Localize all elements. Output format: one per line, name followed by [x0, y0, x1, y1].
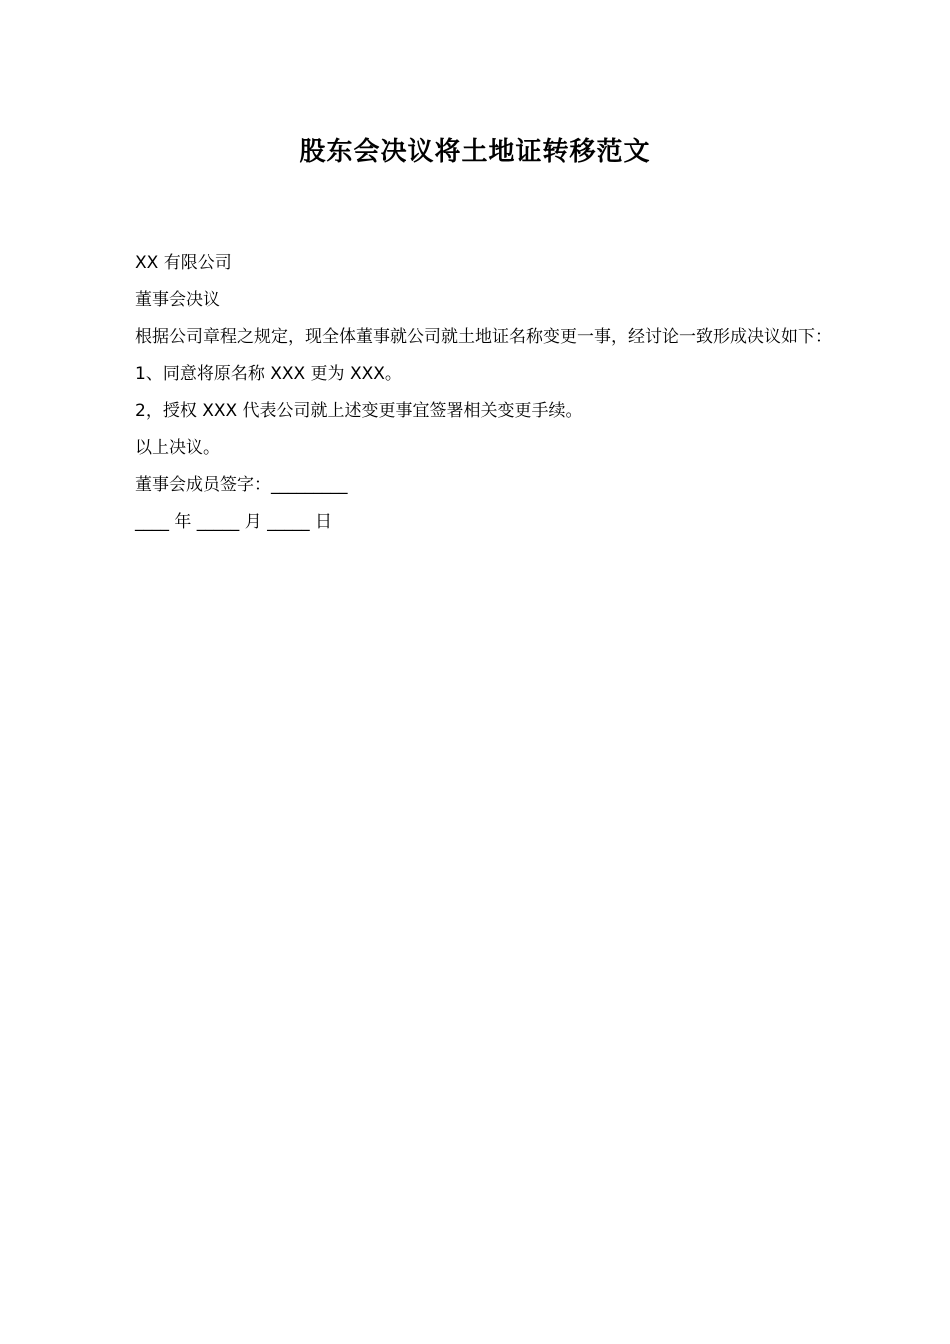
- resolution-item-1: 1、同意将原名称 XXX 更为 XXX。: [135, 364, 402, 384]
- signature-line: 董事会成员签字：_________: [135, 475, 348, 495]
- resolution-item-2: 2，授权 XXX 代表公司就上述变更事宜签署相关变更手续。: [135, 401, 583, 421]
- resolution-intro-paragraph: 根据公司章程之规定，现全体董事就公司就土地证名称变更一事，经讨论一致形成决议如下：: [135, 327, 832, 347]
- document-title: 股东会决议将土地证转移范文: [299, 137, 651, 167]
- resolution-closing: 以上决议。: [135, 438, 220, 458]
- date-line: ____ 年 _____ 月 _____ 日: [135, 512, 333, 532]
- document-body: [116, 245, 836, 541]
- resolution-heading: 董事会决议: [135, 290, 220, 310]
- company-name-line: XX 有限公司: [135, 253, 232, 273]
